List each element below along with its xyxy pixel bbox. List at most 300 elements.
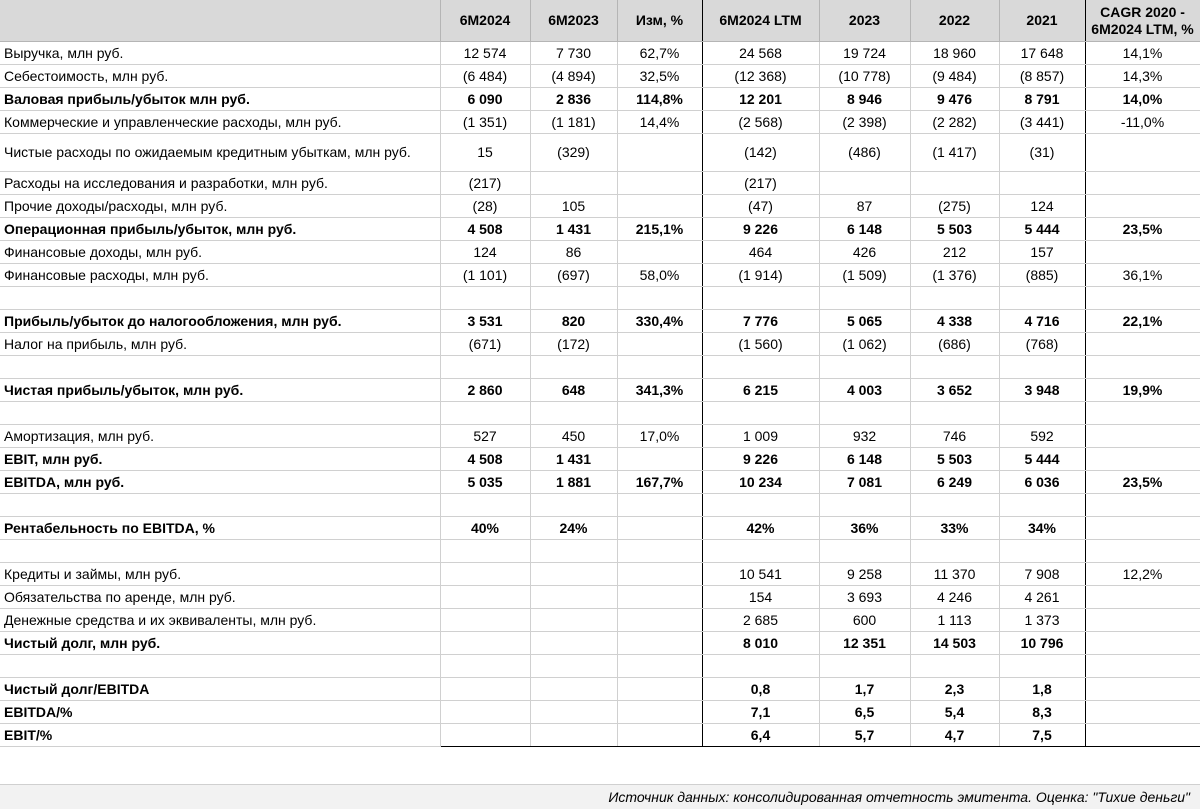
row-label-cell[interactable]: EBITDA/% xyxy=(0,701,440,724)
value-cell[interactable]: 5,4 xyxy=(910,701,999,724)
value-cell[interactable]: 3 652 xyxy=(910,379,999,402)
header-cell-2022[interactable]: 2022 xyxy=(910,0,999,42)
value-cell[interactable]: 2 860 xyxy=(440,379,530,402)
value-cell[interactable]: (885) xyxy=(999,264,1085,287)
value-cell[interactable] xyxy=(1085,632,1200,655)
value-cell[interactable]: 3 531 xyxy=(440,310,530,333)
value-cell[interactable]: 10 541 xyxy=(702,563,819,586)
row-label-cell[interactable]: EBIT, млн руб. xyxy=(0,448,440,471)
spacer-row xyxy=(0,655,1200,678)
row-label-cell[interactable]: Операционная прибыль/убыток, млн руб. xyxy=(0,218,440,241)
table-row xyxy=(0,517,1200,540)
table-row xyxy=(0,195,1200,218)
table-row xyxy=(0,448,1200,471)
value-cell[interactable]: 4 246 xyxy=(910,586,999,609)
value-cell[interactable]: 14,3% xyxy=(1085,65,1200,88)
value-cell[interactable]: 1 431 xyxy=(530,448,617,471)
value-cell[interactable] xyxy=(702,356,819,379)
value-cell[interactable]: 5 065 xyxy=(819,310,910,333)
value-cell[interactable] xyxy=(1085,134,1200,172)
value-cell[interactable]: (671) xyxy=(440,333,530,356)
value-cell[interactable] xyxy=(440,540,530,563)
value-cell[interactable]: 62,7% xyxy=(617,42,702,65)
value-cell[interactable]: 14,4% xyxy=(617,111,702,134)
value-cell[interactable]: 58,0% xyxy=(617,264,702,287)
value-cell[interactable] xyxy=(440,494,530,517)
value-cell[interactable] xyxy=(617,586,702,609)
value-cell[interactable] xyxy=(440,724,530,747)
value-cell[interactable] xyxy=(910,172,999,195)
value-cell[interactable]: (1 351) xyxy=(440,111,530,134)
value-cell[interactable]: 4 508 xyxy=(440,448,530,471)
value-cell[interactable] xyxy=(999,655,1085,678)
value-cell[interactable] xyxy=(617,172,702,195)
value-cell[interactable]: (47) xyxy=(702,195,819,218)
value-cell[interactable]: 12 574 xyxy=(440,42,530,65)
value-cell[interactable] xyxy=(440,356,530,379)
value-cell[interactable] xyxy=(910,287,999,310)
value-cell[interactable] xyxy=(617,448,702,471)
table-row xyxy=(0,134,1200,172)
row-label-cell[interactable] xyxy=(0,494,440,517)
value-cell[interactable]: 23,5% xyxy=(1085,471,1200,494)
value-cell[interactable] xyxy=(1085,402,1200,425)
value-cell[interactable] xyxy=(617,287,702,310)
value-cell[interactable]: 8,3 xyxy=(999,701,1085,724)
value-cell[interactable] xyxy=(819,287,910,310)
value-cell[interactable]: (329) xyxy=(530,134,617,172)
row-label-cell[interactable]: Валовая прибыль/убыток млн руб. xyxy=(0,88,440,111)
value-cell[interactable]: 7 908 xyxy=(999,563,1085,586)
value-cell[interactable]: 1 113 xyxy=(910,609,999,632)
value-cell[interactable] xyxy=(702,655,819,678)
value-cell[interactable]: 932 xyxy=(819,425,910,448)
value-cell[interactable] xyxy=(1085,701,1200,724)
value-cell[interactable] xyxy=(819,655,910,678)
value-cell[interactable] xyxy=(999,172,1085,195)
value-cell[interactable]: 450 xyxy=(530,425,617,448)
value-cell[interactable]: 157 xyxy=(999,241,1085,264)
value-cell[interactable] xyxy=(910,402,999,425)
value-cell[interactable]: 12,2% xyxy=(1085,563,1200,586)
value-cell[interactable]: 5 503 xyxy=(910,448,999,471)
value-cell[interactable] xyxy=(617,563,702,586)
value-cell[interactable]: 1 373 xyxy=(999,609,1085,632)
row-label-cell[interactable]: Рентабельность по EBITDA, % xyxy=(0,517,440,540)
value-cell[interactable] xyxy=(530,632,617,655)
value-cell[interactable] xyxy=(530,172,617,195)
value-cell[interactable]: 2 685 xyxy=(702,609,819,632)
value-cell[interactable] xyxy=(910,494,999,517)
value-cell[interactable]: 5,7 xyxy=(819,724,910,747)
value-cell[interactable] xyxy=(617,134,702,172)
value-cell[interactable]: 464 xyxy=(702,241,819,264)
value-cell[interactable]: (4 894) xyxy=(530,65,617,88)
value-cell[interactable]: -11,0% xyxy=(1085,111,1200,134)
value-cell[interactable] xyxy=(702,287,819,310)
value-cell[interactable] xyxy=(530,356,617,379)
value-cell[interactable] xyxy=(440,287,530,310)
value-cell[interactable] xyxy=(617,333,702,356)
value-cell[interactable] xyxy=(1085,724,1200,747)
value-cell[interactable]: (28) xyxy=(440,195,530,218)
value-cell[interactable]: 9 258 xyxy=(819,563,910,586)
value-cell[interactable] xyxy=(1085,195,1200,218)
value-cell[interactable] xyxy=(819,356,910,379)
value-cell[interactable]: 154 xyxy=(702,586,819,609)
table-row xyxy=(0,724,1200,747)
row-label-cell[interactable]: Прочие доходы/расходы, млн руб. xyxy=(0,195,440,218)
value-cell[interactable] xyxy=(1085,609,1200,632)
value-cell[interactable]: (1 101) xyxy=(440,264,530,287)
row-label-cell[interactable] xyxy=(0,287,440,310)
value-cell[interactable] xyxy=(1085,586,1200,609)
value-cell[interactable] xyxy=(1085,333,1200,356)
value-cell[interactable]: 7 730 xyxy=(530,42,617,65)
row-label-cell[interactable]: Чистый долг/EBITDA xyxy=(0,678,440,701)
value-cell[interactable] xyxy=(440,632,530,655)
value-cell[interactable]: 6 148 xyxy=(819,448,910,471)
value-cell[interactable]: (31) xyxy=(999,134,1085,172)
value-cell[interactable]: 4 338 xyxy=(910,310,999,333)
value-cell[interactable]: 14 503 xyxy=(910,632,999,655)
value-cell[interactable]: 5 444 xyxy=(999,448,1085,471)
header-cell-ltm[interactable]: 6M2024 LTM xyxy=(702,0,819,42)
value-cell[interactable]: 527 xyxy=(440,425,530,448)
value-cell[interactable]: 6,5 xyxy=(819,701,910,724)
value-cell[interactable]: (1 417) xyxy=(910,134,999,172)
value-cell[interactable]: 124 xyxy=(440,241,530,264)
value-cell[interactable]: 592 xyxy=(999,425,1085,448)
value-cell[interactable]: 600 xyxy=(819,609,910,632)
value-cell[interactable] xyxy=(530,724,617,747)
value-cell[interactable] xyxy=(617,724,702,747)
value-cell[interactable] xyxy=(910,540,999,563)
value-cell[interactable]: 36,1% xyxy=(1085,264,1200,287)
row-label-cell[interactable] xyxy=(0,540,440,563)
value-cell[interactable] xyxy=(530,609,617,632)
spacer-row xyxy=(0,494,1200,517)
value-cell[interactable]: (768) xyxy=(999,333,1085,356)
value-cell[interactable] xyxy=(1085,494,1200,517)
value-cell[interactable]: 1,7 xyxy=(819,678,910,701)
value-cell[interactable] xyxy=(1085,655,1200,678)
row-label-cell[interactable]: Обязательства по аренде, млн руб. xyxy=(0,586,440,609)
header-cell-6m2023[interactable]: 6M2023 xyxy=(530,0,617,42)
value-cell[interactable] xyxy=(910,655,999,678)
source-note: Источник данных: консолидированная отчетность эмитента. Оценка: "Тихие деньги" xyxy=(0,784,1200,809)
row-label-cell[interactable]: Амортизация, млн руб. xyxy=(0,425,440,448)
spacer-row xyxy=(0,356,1200,379)
value-cell[interactable] xyxy=(617,494,702,517)
value-cell[interactable]: 7 776 xyxy=(702,310,819,333)
value-cell[interactable]: (142) xyxy=(702,134,819,172)
value-cell[interactable]: (2 282) xyxy=(910,111,999,134)
value-cell[interactable]: 6 090 xyxy=(440,88,530,111)
value-cell[interactable] xyxy=(1085,241,1200,264)
value-cell[interactable]: (1 509) xyxy=(819,264,910,287)
value-cell[interactable]: 86 xyxy=(530,241,617,264)
value-cell[interactable] xyxy=(1085,356,1200,379)
row-label-cell[interactable]: Кредиты и займы, млн руб. xyxy=(0,563,440,586)
value-cell[interactable] xyxy=(530,563,617,586)
value-cell[interactable] xyxy=(440,563,530,586)
value-cell[interactable]: 105 xyxy=(530,195,617,218)
value-cell[interactable]: (686) xyxy=(910,333,999,356)
value-cell[interactable] xyxy=(702,494,819,517)
value-cell[interactable]: 32,5% xyxy=(617,65,702,88)
value-cell[interactable]: 330,4% xyxy=(617,310,702,333)
value-cell[interactable]: 6 148 xyxy=(819,218,910,241)
value-cell[interactable]: 426 xyxy=(819,241,910,264)
value-cell[interactable] xyxy=(999,287,1085,310)
row-label-cell[interactable] xyxy=(0,655,440,678)
row-label-cell[interactable]: Коммерческие и управленческие расходы, млн руб. xyxy=(0,111,440,134)
row-label-cell[interactable]: Прибыль/убыток до налогообложения, млн руб. xyxy=(0,310,440,333)
value-cell[interactable]: (8 857) xyxy=(999,65,1085,88)
value-cell[interactable]: (1 914) xyxy=(702,264,819,287)
value-cell[interactable]: (6 484) xyxy=(440,65,530,88)
value-cell[interactable]: 4,7 xyxy=(910,724,999,747)
value-cell[interactable]: 4 261 xyxy=(999,586,1085,609)
value-cell[interactable]: 34% xyxy=(999,517,1085,540)
value-cell[interactable]: 18 960 xyxy=(910,42,999,65)
value-cell[interactable]: 212 xyxy=(910,241,999,264)
value-cell[interactable] xyxy=(617,540,702,563)
value-cell[interactable] xyxy=(617,402,702,425)
value-cell[interactable]: 17 648 xyxy=(999,42,1085,65)
value-cell[interactable] xyxy=(819,172,910,195)
value-cell[interactable] xyxy=(617,241,702,264)
value-cell[interactable] xyxy=(1085,517,1200,540)
value-cell[interactable] xyxy=(819,540,910,563)
value-cell[interactable]: 4 003 xyxy=(819,379,910,402)
value-cell[interactable] xyxy=(1085,172,1200,195)
value-cell[interactable]: 36% xyxy=(819,517,910,540)
spacer-row xyxy=(0,287,1200,310)
value-cell[interactable] xyxy=(440,701,530,724)
value-cell[interactable]: 22,1% xyxy=(1085,310,1200,333)
value-cell[interactable]: (2 398) xyxy=(819,111,910,134)
value-cell[interactable] xyxy=(999,494,1085,517)
value-cell[interactable] xyxy=(440,678,530,701)
value-cell[interactable] xyxy=(530,586,617,609)
value-cell[interactable]: (1 062) xyxy=(819,333,910,356)
value-cell[interactable]: (275) xyxy=(910,195,999,218)
header-cell-cagr[interactable]: CAGR 2020 - 6M2024 LTM, % xyxy=(1085,0,1200,42)
value-cell[interactable]: 9 226 xyxy=(702,218,819,241)
value-cell[interactable]: 14,1% xyxy=(1085,42,1200,65)
value-cell[interactable] xyxy=(440,609,530,632)
row-label-cell[interactable] xyxy=(0,402,440,425)
value-cell[interactable]: (1 376) xyxy=(910,264,999,287)
value-cell[interactable]: 6,4 xyxy=(702,724,819,747)
value-cell[interactable]: 124 xyxy=(999,195,1085,218)
value-cell[interactable] xyxy=(617,655,702,678)
table-row xyxy=(0,42,1200,65)
value-cell[interactable]: (3 441) xyxy=(999,111,1085,134)
header-cell-6m2024[interactable]: 6M2024 xyxy=(440,0,530,42)
value-cell[interactable]: 12 201 xyxy=(702,88,819,111)
value-cell[interactable] xyxy=(910,356,999,379)
table-row xyxy=(0,333,1200,356)
value-cell[interactable]: (1 560) xyxy=(702,333,819,356)
table-row xyxy=(0,678,1200,701)
value-cell[interactable] xyxy=(440,586,530,609)
value-cell[interactable]: 2 836 xyxy=(530,88,617,111)
value-cell[interactable]: 10 796 xyxy=(999,632,1085,655)
value-cell[interactable]: 12 351 xyxy=(819,632,910,655)
value-cell[interactable] xyxy=(530,540,617,563)
row-label-cell[interactable]: Расходы на исследования и разработки, млн руб. xyxy=(0,172,440,195)
value-cell[interactable]: 24% xyxy=(530,517,617,540)
header-row xyxy=(0,0,1200,42)
value-cell[interactable] xyxy=(819,494,910,517)
value-cell[interactable] xyxy=(617,195,702,218)
spacer-row xyxy=(0,540,1200,563)
value-cell[interactable] xyxy=(1085,287,1200,310)
value-cell[interactable]: 7,1 xyxy=(702,701,819,724)
spacer-row xyxy=(0,402,1200,425)
value-cell[interactable]: 6 215 xyxy=(702,379,819,402)
value-cell[interactable]: 9 226 xyxy=(702,448,819,471)
value-cell[interactable]: 3 948 xyxy=(999,379,1085,402)
value-cell[interactable]: (2 568) xyxy=(702,111,819,134)
value-cell[interactable]: 10 234 xyxy=(702,471,819,494)
value-cell[interactable]: 3 693 xyxy=(819,586,910,609)
value-cell[interactable]: 19 724 xyxy=(819,42,910,65)
value-cell[interactable]: 7 081 xyxy=(819,471,910,494)
value-cell[interactable]: 19,9% xyxy=(1085,379,1200,402)
value-cell[interactable] xyxy=(530,402,617,425)
value-cell[interactable]: 42% xyxy=(702,517,819,540)
value-cell[interactable] xyxy=(617,609,702,632)
value-cell[interactable]: (1 181) xyxy=(530,111,617,134)
value-cell[interactable]: 1,8 xyxy=(999,678,1085,701)
value-cell[interactable] xyxy=(702,402,819,425)
table-row xyxy=(0,111,1200,134)
value-cell[interactable] xyxy=(617,356,702,379)
value-cell[interactable] xyxy=(440,655,530,678)
value-cell[interactable] xyxy=(617,632,702,655)
header-label-cell[interactable] xyxy=(0,0,440,42)
value-cell[interactable]: 14,0% xyxy=(1085,88,1200,111)
value-cell[interactable]: (172) xyxy=(530,333,617,356)
value-cell[interactable]: 648 xyxy=(530,379,617,402)
value-cell[interactable]: (697) xyxy=(530,264,617,287)
value-cell[interactable] xyxy=(819,402,910,425)
value-cell[interactable]: 746 xyxy=(910,425,999,448)
value-cell[interactable]: 2,3 xyxy=(910,678,999,701)
value-cell[interactable] xyxy=(702,540,819,563)
value-cell[interactable]: 1 009 xyxy=(702,425,819,448)
value-cell[interactable] xyxy=(999,540,1085,563)
row-label-cell[interactable]: Чистый долг, млн руб. xyxy=(0,632,440,655)
value-cell[interactable]: 33% xyxy=(910,517,999,540)
value-cell[interactable]: 1 881 xyxy=(530,471,617,494)
value-cell[interactable] xyxy=(530,494,617,517)
value-cell[interactable]: 0,8 xyxy=(702,678,819,701)
value-cell[interactable]: (10 778) xyxy=(819,65,910,88)
value-cell[interactable] xyxy=(1085,425,1200,448)
value-cell[interactable]: 8 791 xyxy=(999,88,1085,111)
value-cell[interactable]: 4 716 xyxy=(999,310,1085,333)
value-cell[interactable]: (217) xyxy=(702,172,819,195)
value-cell[interactable]: 40% xyxy=(440,517,530,540)
value-cell[interactable]: 8 010 xyxy=(702,632,819,655)
header-cell-2023[interactable]: 2023 xyxy=(819,0,910,42)
table-row xyxy=(0,586,1200,609)
value-cell[interactable]: 4 508 xyxy=(440,218,530,241)
value-cell[interactable]: (486) xyxy=(819,134,910,172)
table-row xyxy=(0,701,1200,724)
value-cell[interactable]: 23,5% xyxy=(1085,218,1200,241)
header-cell-2021[interactable]: 2021 xyxy=(999,0,1085,42)
row-label-cell[interactable]: EBITDA, млн руб. xyxy=(0,471,440,494)
value-cell[interactable]: (217) xyxy=(440,172,530,195)
row-label-cell[interactable]: Финансовые доходы, млн руб. xyxy=(0,241,440,264)
row-label-cell[interactable] xyxy=(0,356,440,379)
value-cell[interactable] xyxy=(1085,448,1200,471)
value-cell[interactable]: 15 xyxy=(440,134,530,172)
value-cell[interactable]: 341,3% xyxy=(617,379,702,402)
value-cell[interactable] xyxy=(440,402,530,425)
header-cell-change[interactable]: Изм, % xyxy=(617,0,702,42)
row-label-cell[interactable]: EBIT/% xyxy=(0,724,440,747)
value-cell[interactable]: 5 503 xyxy=(910,218,999,241)
value-cell[interactable] xyxy=(999,402,1085,425)
row-label-cell[interactable]: Финансовые расходы, млн руб. xyxy=(0,264,440,287)
row-label-cell[interactable]: Чистые расходы по ожидаемым кредитным убыткам, млн руб. xyxy=(0,134,440,172)
row-label-cell[interactable]: Себестоимость, млн руб. xyxy=(0,65,440,88)
row-label-cell[interactable]: Выручка, млн руб. xyxy=(0,42,440,65)
value-cell[interactable]: 87 xyxy=(819,195,910,218)
value-cell[interactable]: 24 568 xyxy=(702,42,819,65)
value-cell[interactable] xyxy=(530,678,617,701)
value-cell[interactable] xyxy=(617,701,702,724)
table-row xyxy=(0,632,1200,655)
value-cell[interactable]: 114,8% xyxy=(617,88,702,111)
value-cell[interactable] xyxy=(999,356,1085,379)
table-row xyxy=(0,218,1200,241)
value-cell[interactable]: (12 368) xyxy=(702,65,819,88)
value-cell[interactable] xyxy=(617,517,702,540)
value-cell[interactable]: 5 035 xyxy=(440,471,530,494)
row-label-cell[interactable]: Налог на прибыль, млн руб. xyxy=(0,333,440,356)
value-cell[interactable]: 8 946 xyxy=(819,88,910,111)
value-cell[interactable]: 9 476 xyxy=(910,88,999,111)
value-cell[interactable] xyxy=(1085,678,1200,701)
value-cell[interactable] xyxy=(530,287,617,310)
value-cell[interactable]: 6 249 xyxy=(910,471,999,494)
value-cell[interactable]: 11 370 xyxy=(910,563,999,586)
value-cell[interactable]: 6 036 xyxy=(999,471,1085,494)
value-cell[interactable] xyxy=(530,701,617,724)
value-cell[interactable]: 1 431 xyxy=(530,218,617,241)
value-cell[interactable] xyxy=(617,678,702,701)
row-label-cell[interactable]: Чистая прибыль/убыток, млн руб. xyxy=(0,379,440,402)
value-cell[interactable]: 215,1% xyxy=(617,218,702,241)
row-label-cell[interactable]: Денежные средства и их эквиваленты, млн руб. xyxy=(0,609,440,632)
value-cell[interactable]: 5 444 xyxy=(999,218,1085,241)
value-cell[interactable]: 7,5 xyxy=(999,724,1085,747)
value-cell[interactable]: 167,7% xyxy=(617,471,702,494)
value-cell[interactable]: 820 xyxy=(530,310,617,333)
value-cell[interactable]: 17,0% xyxy=(617,425,702,448)
value-cell[interactable] xyxy=(1085,540,1200,563)
value-cell[interactable]: (9 484) xyxy=(910,65,999,88)
value-cell[interactable] xyxy=(530,655,617,678)
